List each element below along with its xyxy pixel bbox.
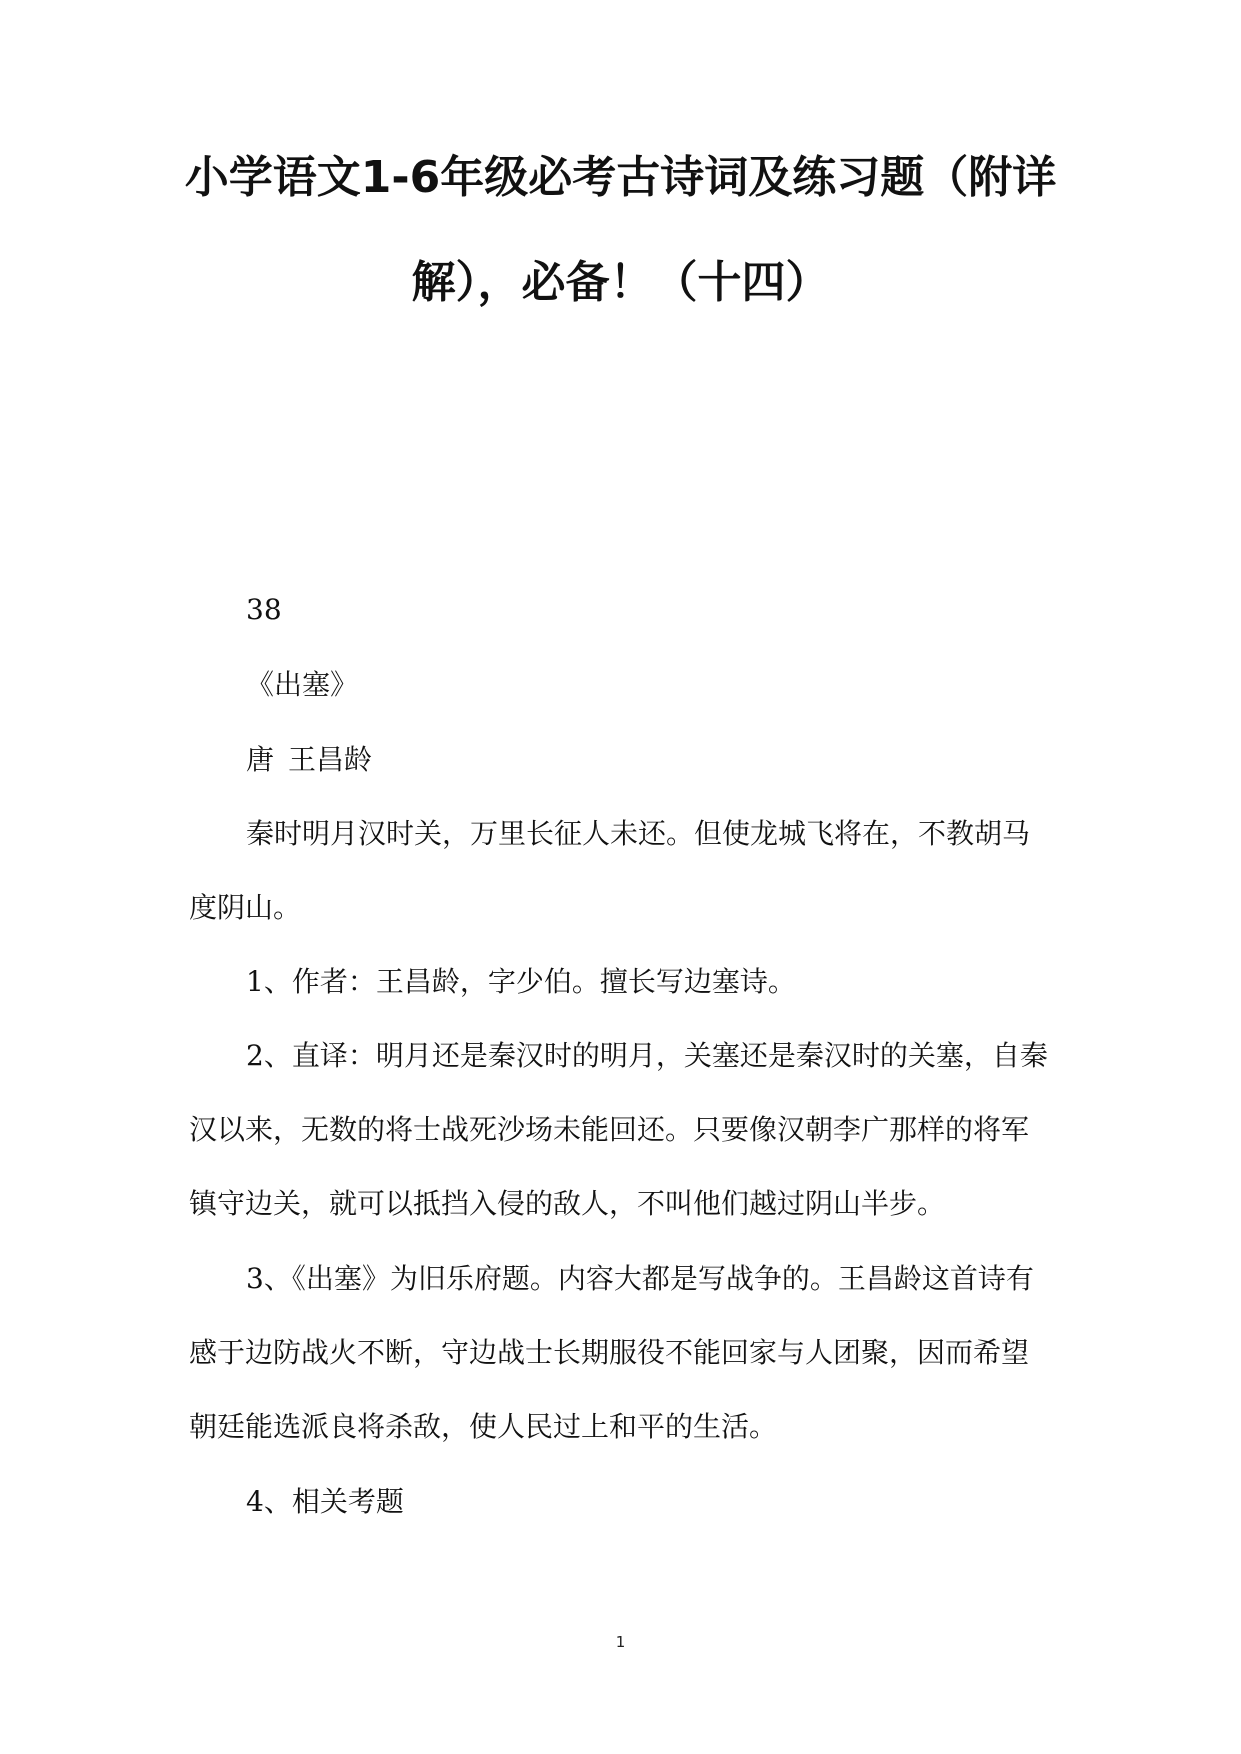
note-related-questions: 4、相关考题	[246, 1485, 404, 1518]
note-author: 1、作者：王昌龄，字少伯。擅长写边塞诗。	[246, 965, 796, 998]
poem-number: 38	[246, 593, 282, 626]
poem-dynasty: 唐	[246, 743, 275, 776]
poem-title: 《出塞》	[246, 668, 359, 701]
document-title-line-1: 小学语文1-6年级必考古诗词及练习题（附详	[184, 152, 1057, 203]
page-number: 1	[615, 1633, 626, 1651]
poem-author: 王昌龄	[288, 743, 373, 776]
poem-text: 秦时明月汉时关，万里长征人未还。但使龙城飞将在，不教胡马度阴山。	[189, 817, 1031, 924]
note-background: 3、《出塞》为旧乐府题。内容大都是写战争的。王昌龄这首诗有感于边防战火不断，守边战士长期服役不能回家与人团聚，因而希望朝廷能选派良将杀敌，使人民过上和平的生活。	[189, 1262, 1034, 1443]
note-translation: 2、直译：明月还是秦汉时的明月，关塞还是秦汉时的关塞，自秦汉以来，无数的将士战死沙场未能回还。只要像汉朝李广那样的将军镇守边关，就可以抵挡入侵的敌人，不叫他们越过阴山半步。	[189, 1039, 1048, 1220]
document-title-line-2: 解），必备！（十四）	[411, 257, 830, 308]
poem-author-line	[189, 723, 1055, 797]
